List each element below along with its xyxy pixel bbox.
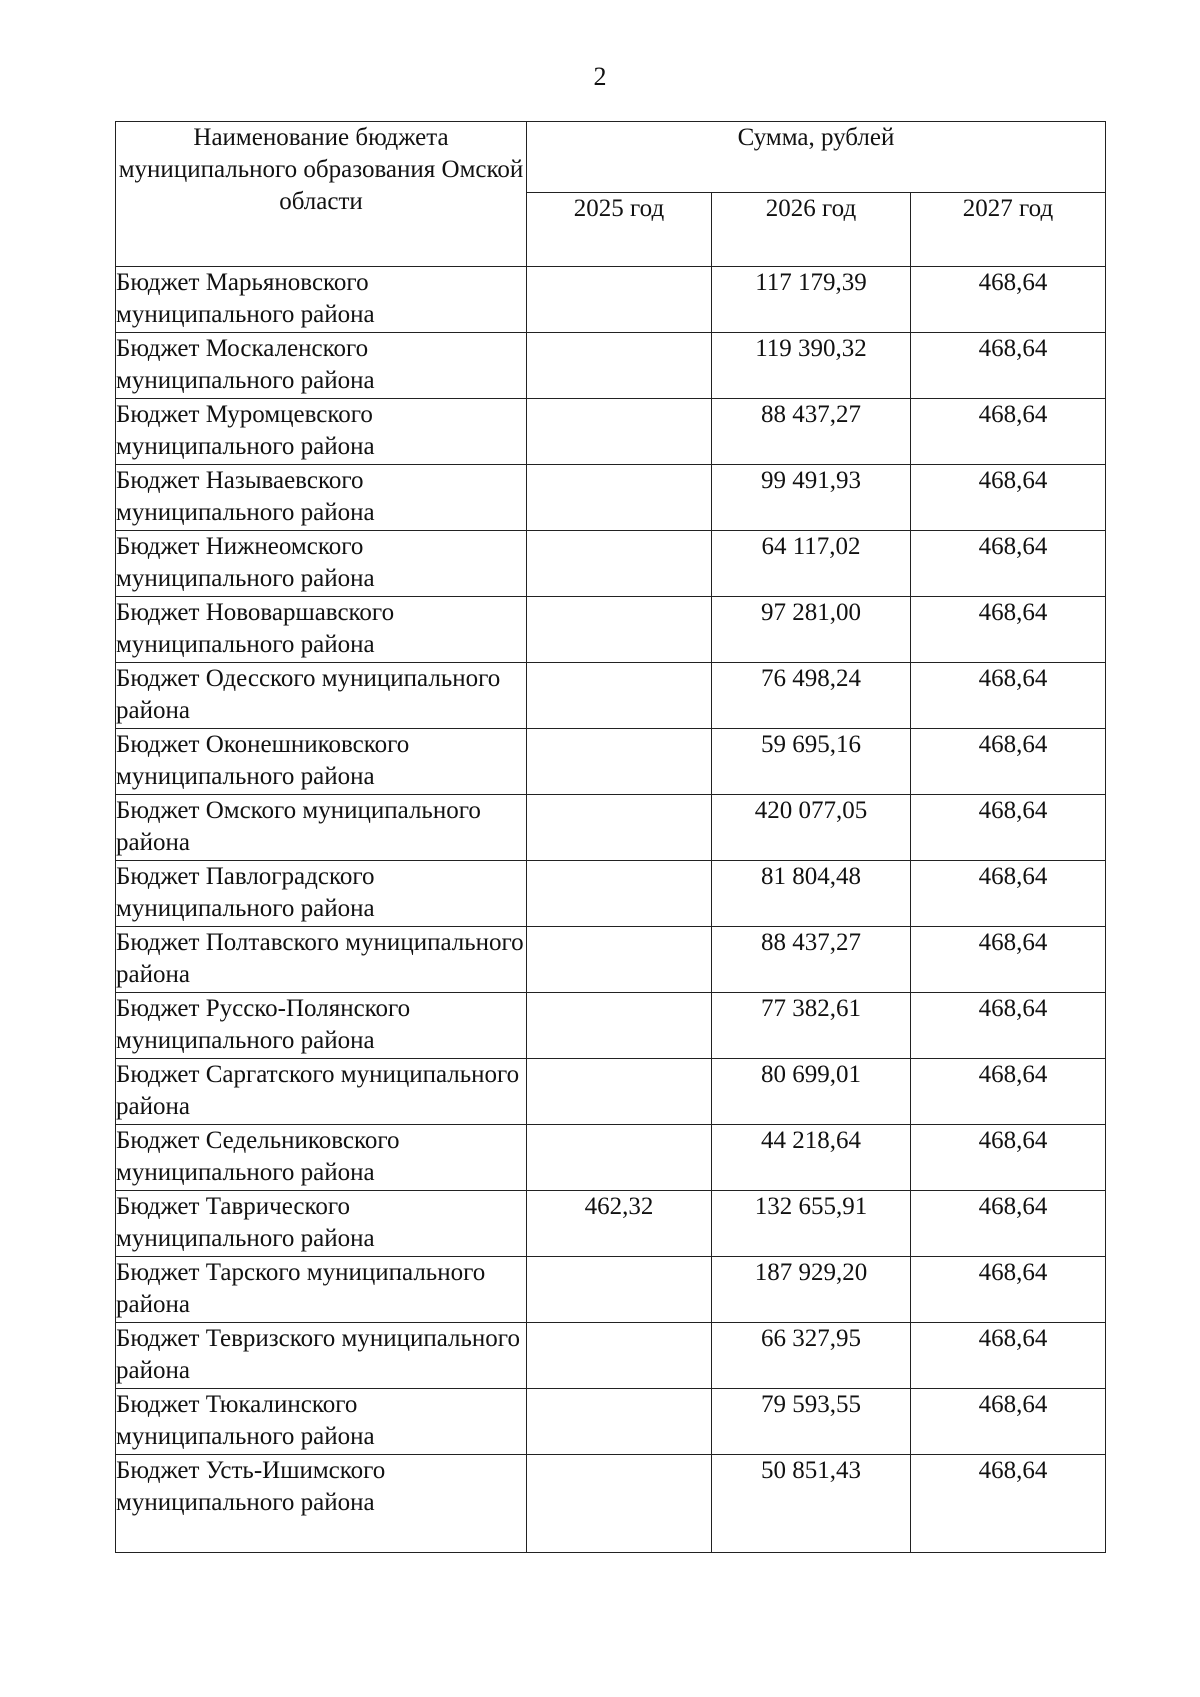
budget-name-cell: Бюджет Полтавского муниципального района bbox=[116, 927, 527, 993]
table-row bbox=[116, 729, 1106, 795]
amount-2025-cell bbox=[527, 1257, 712, 1323]
amount-2026-cell: 44 218,64 bbox=[712, 1125, 911, 1191]
table-row bbox=[116, 927, 1106, 993]
amount-2026-cell: 99 491,93 bbox=[712, 465, 911, 531]
amount-2027-cell: 468,64 bbox=[911, 1389, 1106, 1455]
amount-2026-cell: 66 327,95 bbox=[712, 1323, 911, 1389]
budget-name-cell: Бюджет Седельниковского муниципального района bbox=[116, 1125, 527, 1191]
table-header bbox=[116, 122, 1106, 267]
amount-2026-cell: 59 695,16 bbox=[712, 729, 911, 795]
amount-2027-cell: 468,64 bbox=[911, 1323, 1106, 1389]
amount-2026-cell: 88 437,27 bbox=[712, 399, 911, 465]
amount-2027-cell: 468,64 bbox=[911, 993, 1106, 1059]
amount-2025-cell bbox=[527, 861, 712, 927]
table-row bbox=[116, 1191, 1106, 1257]
amount-2027-cell: 468,64 bbox=[911, 861, 1106, 927]
budget-name-cell: Бюджет Марьяновского муниципального района bbox=[116, 267, 527, 333]
budget-table bbox=[115, 121, 1106, 1553]
budget-name-cell: Бюджет Саргатского муниципального района bbox=[116, 1059, 527, 1125]
header-budget-name: Наименование бюджета муниципального образования Омской области bbox=[116, 122, 527, 267]
amount-2026-cell: 117 179,39 bbox=[712, 267, 911, 333]
amount-2025-cell: 462,32 bbox=[527, 1191, 712, 1257]
amount-2027-cell: 468,64 bbox=[911, 1455, 1106, 1553]
amount-2027-cell: 468,64 bbox=[911, 267, 1106, 333]
amount-2027-cell: 468,64 bbox=[911, 927, 1106, 993]
amount-2026-cell: 187 929,20 bbox=[712, 1257, 911, 1323]
budget-name-cell: Бюджет Тевризского муниципального района bbox=[116, 1323, 527, 1389]
amount-2027-cell: 468,64 bbox=[911, 399, 1106, 465]
amount-2026-cell: 76 498,24 bbox=[712, 663, 911, 729]
amount-2026-cell: 77 382,61 bbox=[712, 993, 911, 1059]
amount-2025-cell bbox=[527, 267, 712, 333]
amount-2027-cell: 468,64 bbox=[911, 1125, 1106, 1191]
budget-name-cell: Бюджет Одесского муниципального района bbox=[116, 663, 527, 729]
header-sum: Сумма, рублей bbox=[527, 122, 1106, 193]
amount-2025-cell bbox=[527, 1455, 712, 1553]
amount-2026-cell: 88 437,27 bbox=[712, 927, 911, 993]
amount-2025-cell bbox=[527, 531, 712, 597]
budget-name-cell: Бюджет Муромцевского муниципального района bbox=[116, 399, 527, 465]
amount-2026-cell: 81 804,48 bbox=[712, 861, 911, 927]
amount-2027-cell: 468,64 bbox=[911, 795, 1106, 861]
amount-2027-cell: 468,64 bbox=[911, 1191, 1106, 1257]
budget-name-cell: Бюджет Называевского муниципального района bbox=[116, 465, 527, 531]
amount-2027-cell: 468,64 bbox=[911, 663, 1106, 729]
budget-name-cell: Бюджет Омского муниципального района bbox=[116, 795, 527, 861]
budget-name-cell: Бюджет Таврического муниципального района bbox=[116, 1191, 527, 1257]
budget-name-cell: Бюджет Усть-Ишимского муниципального района bbox=[116, 1455, 527, 1553]
amount-2025-cell bbox=[527, 465, 712, 531]
table-row bbox=[116, 993, 1106, 1059]
amount-2026-cell: 132 655,91 bbox=[712, 1191, 911, 1257]
table-body bbox=[116, 267, 1106, 1553]
budget-name-cell: Бюджет Тюкалинского муниципального района bbox=[116, 1389, 527, 1455]
amount-2025-cell bbox=[527, 1389, 712, 1455]
amount-2026-cell: 420 077,05 bbox=[712, 795, 911, 861]
header-year-2027: 2027 год bbox=[911, 193, 1106, 267]
table-row bbox=[116, 861, 1106, 927]
amount-2025-cell bbox=[527, 663, 712, 729]
amount-2026-cell: 97 281,00 bbox=[712, 597, 911, 663]
table-row bbox=[116, 1389, 1106, 1455]
amount-2027-cell: 468,64 bbox=[911, 729, 1106, 795]
table-row bbox=[116, 1125, 1106, 1191]
amount-2025-cell bbox=[527, 1059, 712, 1125]
budget-name-cell: Бюджет Москаленского муниципального района bbox=[116, 333, 527, 399]
amount-2025-cell bbox=[527, 399, 712, 465]
table-row bbox=[116, 531, 1106, 597]
budget-name-cell: Бюджет Нижнеомского муниципального района bbox=[116, 531, 527, 597]
amount-2027-cell: 468,64 bbox=[911, 531, 1106, 597]
table-row bbox=[116, 1455, 1106, 1553]
table-row bbox=[116, 267, 1106, 333]
table-row bbox=[116, 663, 1106, 729]
page-number: 2 bbox=[593, 62, 607, 91]
amount-2025-cell bbox=[527, 795, 712, 861]
table-row bbox=[116, 465, 1106, 531]
amount-2026-cell: 80 699,01 bbox=[712, 1059, 911, 1125]
amount-2025-cell bbox=[527, 1323, 712, 1389]
amount-2026-cell: 50 851,43 bbox=[712, 1455, 911, 1553]
amount-2025-cell bbox=[527, 597, 712, 663]
amount-2025-cell bbox=[527, 333, 712, 399]
amount-2027-cell: 468,64 bbox=[911, 1059, 1106, 1125]
header-year-2025: 2025 год bbox=[527, 193, 712, 267]
budget-name-cell: Бюджет Павлоградского муниципального района bbox=[116, 861, 527, 927]
table-row bbox=[116, 597, 1106, 663]
table-row bbox=[116, 333, 1106, 399]
amount-2025-cell bbox=[527, 1125, 712, 1191]
amount-2025-cell bbox=[527, 729, 712, 795]
budget-name-cell: Бюджет Тарского муниципального района bbox=[116, 1257, 527, 1323]
table-row bbox=[116, 795, 1106, 861]
amount-2027-cell: 468,64 bbox=[911, 597, 1106, 663]
table-row bbox=[116, 1059, 1106, 1125]
amount-2026-cell: 119 390,32 bbox=[712, 333, 911, 399]
amount-2026-cell: 64 117,02 bbox=[712, 531, 911, 597]
amount-2026-cell: 79 593,55 bbox=[712, 1389, 911, 1455]
table-row bbox=[116, 1257, 1106, 1323]
table-row bbox=[116, 1323, 1106, 1389]
budget-name-cell: Бюджет Оконешниковского муниципального района bbox=[116, 729, 527, 795]
amount-2027-cell: 468,64 bbox=[911, 333, 1106, 399]
amount-2025-cell bbox=[527, 993, 712, 1059]
table-row bbox=[116, 399, 1106, 465]
amount-2025-cell bbox=[527, 927, 712, 993]
amount-2027-cell: 468,64 bbox=[911, 465, 1106, 531]
budget-name-cell: Бюджет Нововаршавского муниципального района bbox=[116, 597, 527, 663]
budget-name-cell: Бюджет Русско-Полянского муниципального района bbox=[116, 993, 527, 1059]
amount-2027-cell: 468,64 bbox=[911, 1257, 1106, 1323]
header-year-2026: 2026 год bbox=[712, 193, 911, 267]
